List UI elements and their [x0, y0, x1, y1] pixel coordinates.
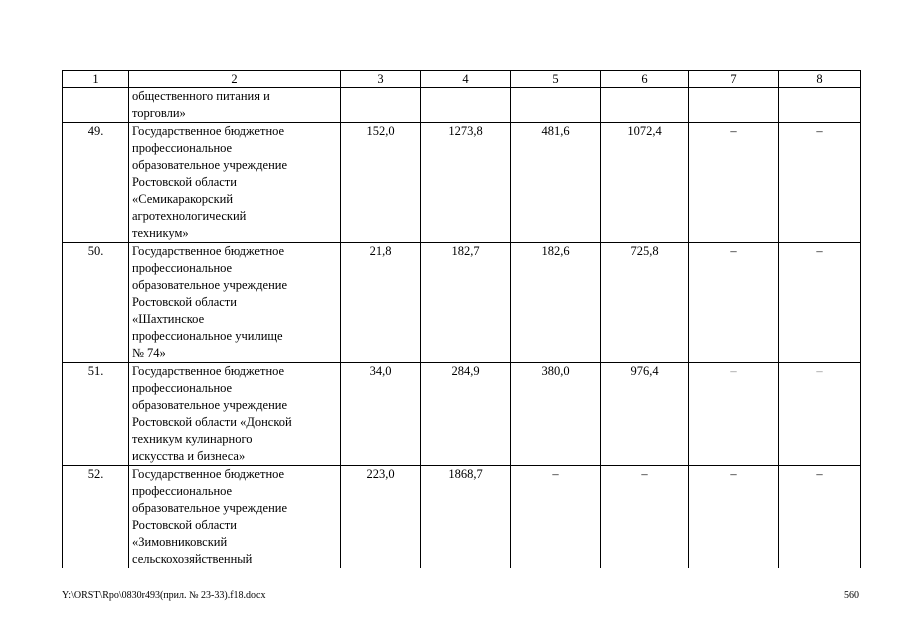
column-header-1: 1: [63, 71, 129, 88]
footer-page-number: 560: [844, 590, 859, 601]
value-cell-8: –: [779, 243, 861, 363]
column-header-7: 7: [689, 71, 779, 88]
row-number-cell: 49.: [63, 123, 129, 243]
table-row: [63, 466, 861, 569]
value-cell-8: –: [779, 123, 861, 243]
value-cell-5: 182,6: [511, 243, 601, 363]
row-number-cell: 51.: [63, 363, 129, 466]
institution-name-cell: Государственное бюджетное профессиональное образовательное учреждение Ростовской области «Зимовниковский сельскохозяйственный: [129, 466, 341, 569]
footer-file-path: Y:\ORST\Rpo\0830r493(прил. № 23-33).f18.docx: [62, 590, 266, 601]
column-header-4: 4: [421, 71, 511, 88]
table-row-continuation: [63, 88, 861, 123]
value-cell-7: –: [689, 466, 779, 569]
value-cell-6: 976,4: [601, 363, 689, 466]
institution-name-cell: Государственное бюджетное профессиональное образовательное учреждение Ростовской области «Шахтинское профессиональное училище № 74»: [129, 243, 341, 363]
value-cell: [421, 88, 511, 123]
value-cell: [511, 88, 601, 123]
institution-name-cell: общественного питания и торговли»: [129, 88, 341, 123]
value-cell: [601, 88, 689, 123]
column-header-5: 5: [511, 71, 601, 88]
data-table: [62, 70, 861, 568]
institution-name-cell: Государственное бюджетное профессиональное образовательное учреждение Ростовской области «Донской техникум кулинарного искусства и бизнеса»: [129, 363, 341, 466]
value-cell-3: 21,8: [341, 243, 421, 363]
value-cell-5: –: [511, 466, 601, 569]
value-cell-8: –: [779, 363, 861, 466]
value-cell-5: 481,6: [511, 123, 601, 243]
row-number-cell: 50.: [63, 243, 129, 363]
value-cell-3: 223,0: [341, 466, 421, 569]
value-cell-3: 152,0: [341, 123, 421, 243]
value-cell: [779, 88, 861, 123]
value-cell-4: 182,7: [421, 243, 511, 363]
value-cell: [341, 88, 421, 123]
column-header-8: 8: [779, 71, 861, 88]
table-row: [63, 123, 861, 243]
column-header-2: 2: [129, 71, 341, 88]
value-cell-7: –: [689, 123, 779, 243]
institution-name-cell: Государственное бюджетное профессиональное образовательное учреждение Ростовской области «Семикаракорский агротехнологический техникум»: [129, 123, 341, 243]
value-cell-6: 725,8: [601, 243, 689, 363]
value-cell-7: –: [689, 363, 779, 466]
row-number-cell: 52.: [63, 466, 129, 569]
value-cell-4: 284,9: [421, 363, 511, 466]
value-cell-5: 380,0: [511, 363, 601, 466]
column-header-6: 6: [601, 71, 689, 88]
value-cell-4: 1273,8: [421, 123, 511, 243]
value-cell-8: –: [779, 466, 861, 569]
column-header-3: 3: [341, 71, 421, 88]
value-cell-6: 1072,4: [601, 123, 689, 243]
value-cell-6: –: [601, 466, 689, 569]
table-row: [63, 243, 861, 363]
row-number-cell: [63, 88, 129, 123]
value-cell-4: 1868,7: [421, 466, 511, 569]
header-row: [63, 71, 861, 88]
table-row: [63, 363, 861, 466]
value-cell-7: –: [689, 243, 779, 363]
value-cell-3: 34,0: [341, 363, 421, 466]
value-cell: [689, 88, 779, 123]
